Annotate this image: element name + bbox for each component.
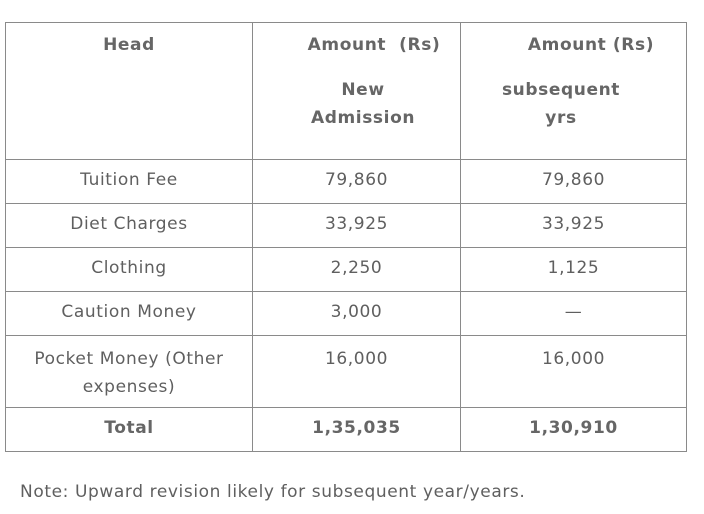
row-head: Caution Money — [6, 292, 253, 336]
table-row — [6, 336, 687, 408]
header-new-admission — [253, 23, 461, 160]
total-subsequent-amount: 1,30,910 — [461, 408, 687, 452]
row-head: Tuition Fee — [6, 160, 253, 204]
row-head: Clothing — [6, 248, 253, 292]
row-subsequent-amount: 16,000 — [461, 336, 687, 408]
row-head: Pocket Money (Other expenses) — [6, 336, 253, 408]
header-subsequent-line2: subsequent yrs — [501, 80, 621, 128]
row-subsequent-amount: 33,925 — [461, 204, 687, 248]
row-subsequent-amount: 1,125 — [461, 248, 687, 292]
row-head: Diet Charges — [6, 204, 253, 248]
table-row — [6, 248, 687, 292]
row-new-amount: 79,860 — [253, 160, 461, 204]
header-head-label: Head — [103, 35, 155, 55]
row-new-amount: 3,000 — [253, 292, 461, 336]
footnote: Note: Upward revision likely for subsequent year/years. — [20, 482, 526, 502]
header-new-admission-line2: New Admission — [310, 80, 416, 128]
row-new-amount: 16,000 — [253, 336, 461, 408]
header-head — [6, 23, 253, 160]
row-subsequent-amount: 79,860 — [461, 160, 687, 204]
header-row — [6, 23, 687, 160]
fee-table — [5, 22, 687, 452]
row-subsequent-amount: — — [461, 292, 687, 336]
table-row — [6, 204, 687, 248]
row-new-amount: 33,925 — [253, 204, 461, 248]
total-label: Total — [6, 408, 253, 452]
header-new-admission-line1: Amount (Rs) — [307, 35, 441, 55]
total-new-amount: 1,35,035 — [253, 408, 461, 452]
total-row — [6, 408, 687, 452]
table-row — [6, 292, 687, 336]
header-subsequent — [461, 23, 687, 160]
table-row — [6, 160, 687, 204]
row-new-amount: 2,250 — [253, 248, 461, 292]
header-subsequent-line1: Amount (Rs) — [527, 35, 655, 55]
